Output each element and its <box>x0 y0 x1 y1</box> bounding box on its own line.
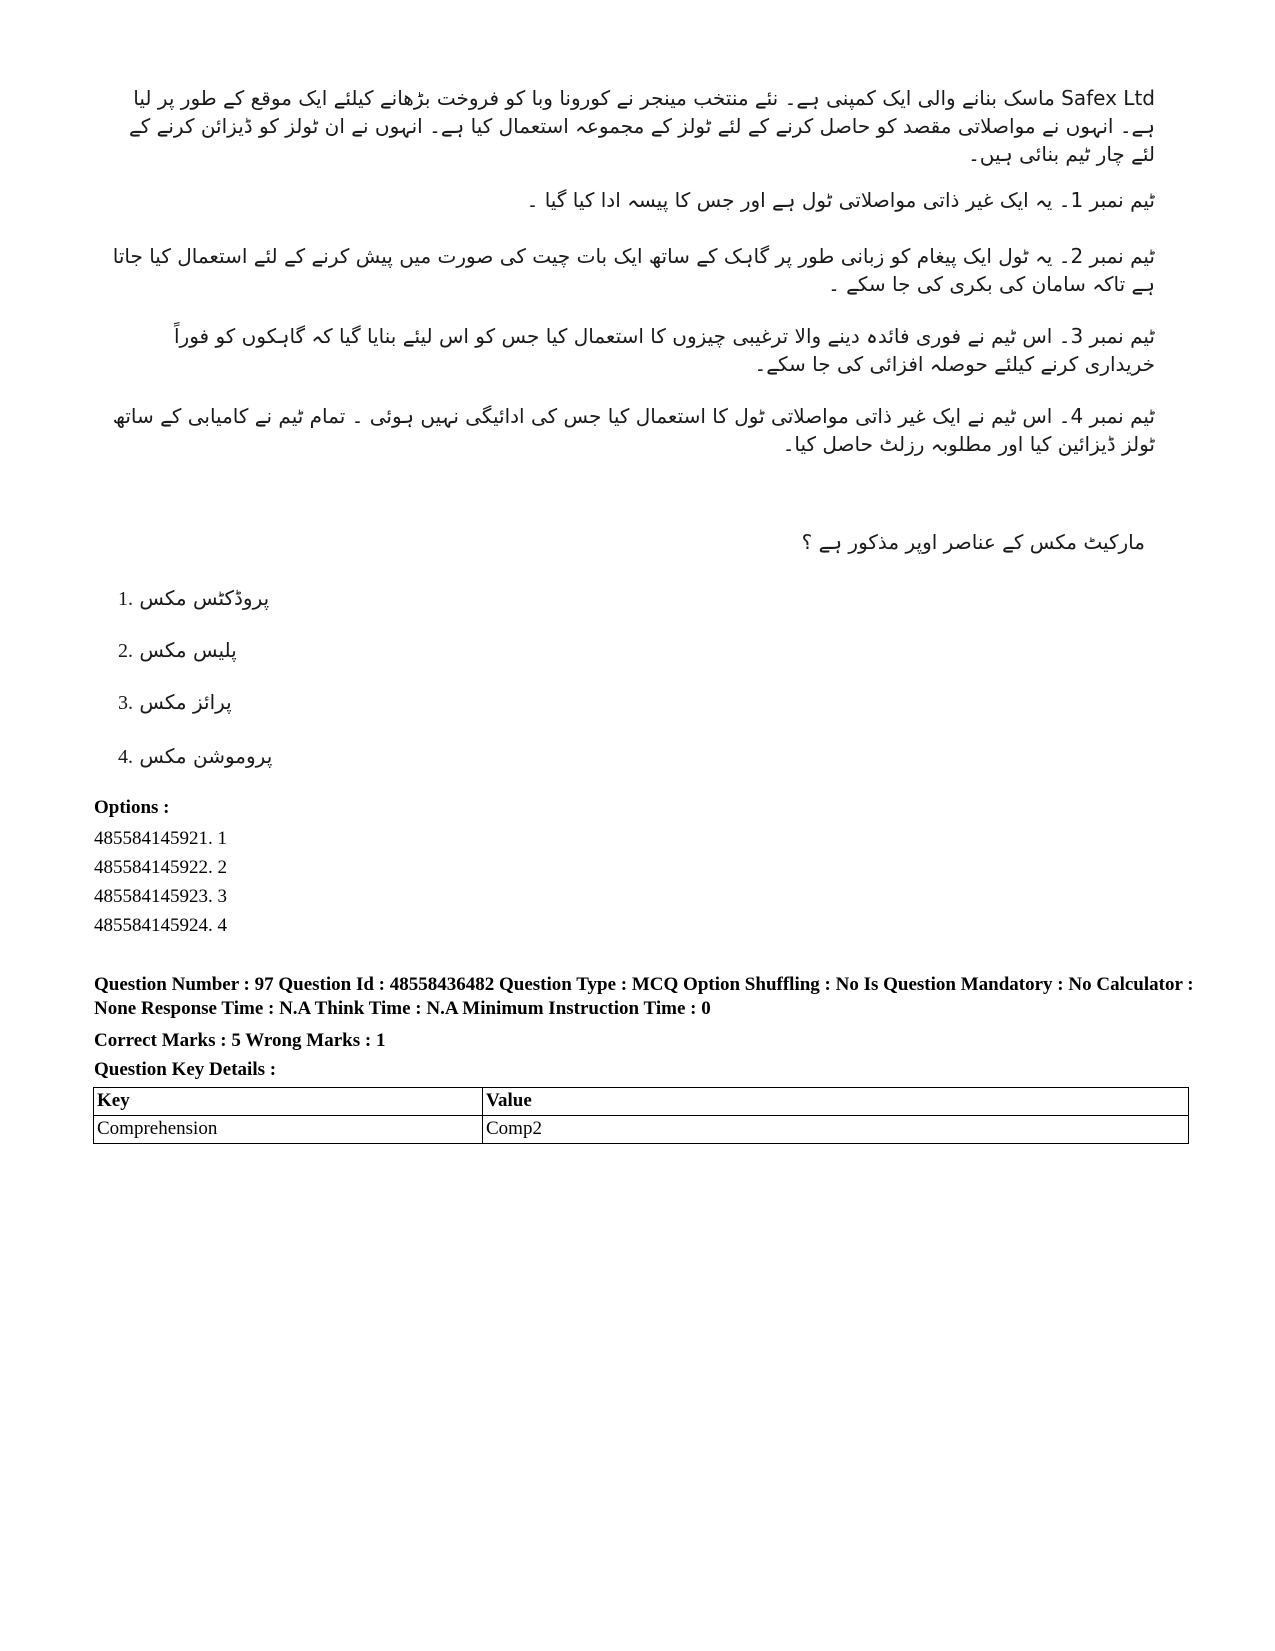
question-item-number: 2. <box>118 640 133 662</box>
option-item: 485584145923. 3 <box>94 886 227 907</box>
question-item <box>118 638 237 663</box>
table-row <box>94 1116 1189 1144</box>
question-item-text: پرائز مکس <box>139 690 232 714</box>
table-cell-key: Comprehension <box>94 1116 483 1144</box>
question-item <box>118 690 232 715</box>
table-header-row <box>94 1088 1189 1116</box>
option-item: 485584145921. 1 <box>94 828 227 849</box>
question-item <box>118 586 269 611</box>
question-prompt: مارکیٹ مکس کے عناصر اوپر مذکور ہے ؟ <box>801 530 1145 554</box>
option-item: 485584145924. 4 <box>94 915 227 936</box>
option-item: 485584145922. 2 <box>94 857 227 878</box>
question-item-text: پروڈکٹس مکس <box>139 586 270 610</box>
key-details-heading: Question Key Details : <box>94 1059 277 1080</box>
passage-team-3: ٹیم نمبر 3۔ اس ٹیم نے فوری فائدہ دینے والا ترغیبی چیزوں کا استعمال کیا جس کو اس لیئے بنایا گیا کہ گاہکوں کو فوراً خریداری کرنے کیلئے حوصلہ افزائی کی جا سکے۔ <box>173 324 1155 376</box>
options-list <box>94 824 227 940</box>
question-item-number: 1. <box>118 588 133 610</box>
passage-team-2: ٹیم نمبر 2۔ یہ ٹول ایک پیغام کو زبانی طور پر گاہک کے ساتھ ایک بات چیت کی صورت میں پیش کرنے کے لئے استعمال کیا جاتا ہے تاکہ سامان کی بکری کی جا سکے ۔ <box>112 244 1155 296</box>
table-header-key: Key <box>94 1088 483 1116</box>
question-meta: Question Number : 97 Question Id : 48558436482 Question Type : MCQ Option Shuffling : No Is Question Mandatory : No Calculator : None Response Time : N.A Think Time : N.A Minimum Instruction Time : 0 <box>94 974 1194 1019</box>
question-item-text: پروموشن مکس <box>139 744 273 768</box>
question-item-number: 3. <box>118 692 133 714</box>
table-cell-value: Comp2 <box>483 1116 1189 1144</box>
passage-team-1: ٹیم نمبر 1۔ یہ ایک غیر ذاتی مواصلاتی ٹول ہے اور جس کا پیسہ ادا کیا گیا ۔ <box>526 188 1155 212</box>
question-item <box>118 744 272 769</box>
passage-team-4: ٹیم نمبر 4۔ اس ٹیم نے ایک غیر ذاتی مواصلاتی ٹول کا استعمال کیا جس کی ادائیگی نہیں ہوئی ۔ تمام ٹیم نے کامیابی کے ساتھ ٹولز ڈیزائین کیا اور مطلوبہ رزلٹ حاصل کیا۔ <box>112 404 1155 456</box>
question-item-number: 4. <box>118 746 133 768</box>
question-item-text: پلیس مکس <box>139 638 237 662</box>
key-details-table <box>93 1087 1189 1144</box>
marks-line: Correct Marks : 5 Wrong Marks : 1 <box>94 1030 386 1051</box>
table-header-value: Value <box>483 1088 1189 1116</box>
passage-intro: Safex Ltd ماسک بنانے والی ایک کمپنی ہے۔ نئے منتخب مینجر نے کورونا وبا کو فروخت بڑھانے کیلئے ایک موقع کے طور پر لیا ہے۔ انہوں نے مواصلاتی مقصد کو حاصل کرنے کے لئے ٹولز کے مجموعہ استعمال کیا ہے۔ انہوں نے ان ٹولز کو ڈیزائن کرنے کے لئے چار ٹیم بنائی ہیں۔ <box>129 86 1155 166</box>
options-heading: Options : <box>94 797 170 818</box>
